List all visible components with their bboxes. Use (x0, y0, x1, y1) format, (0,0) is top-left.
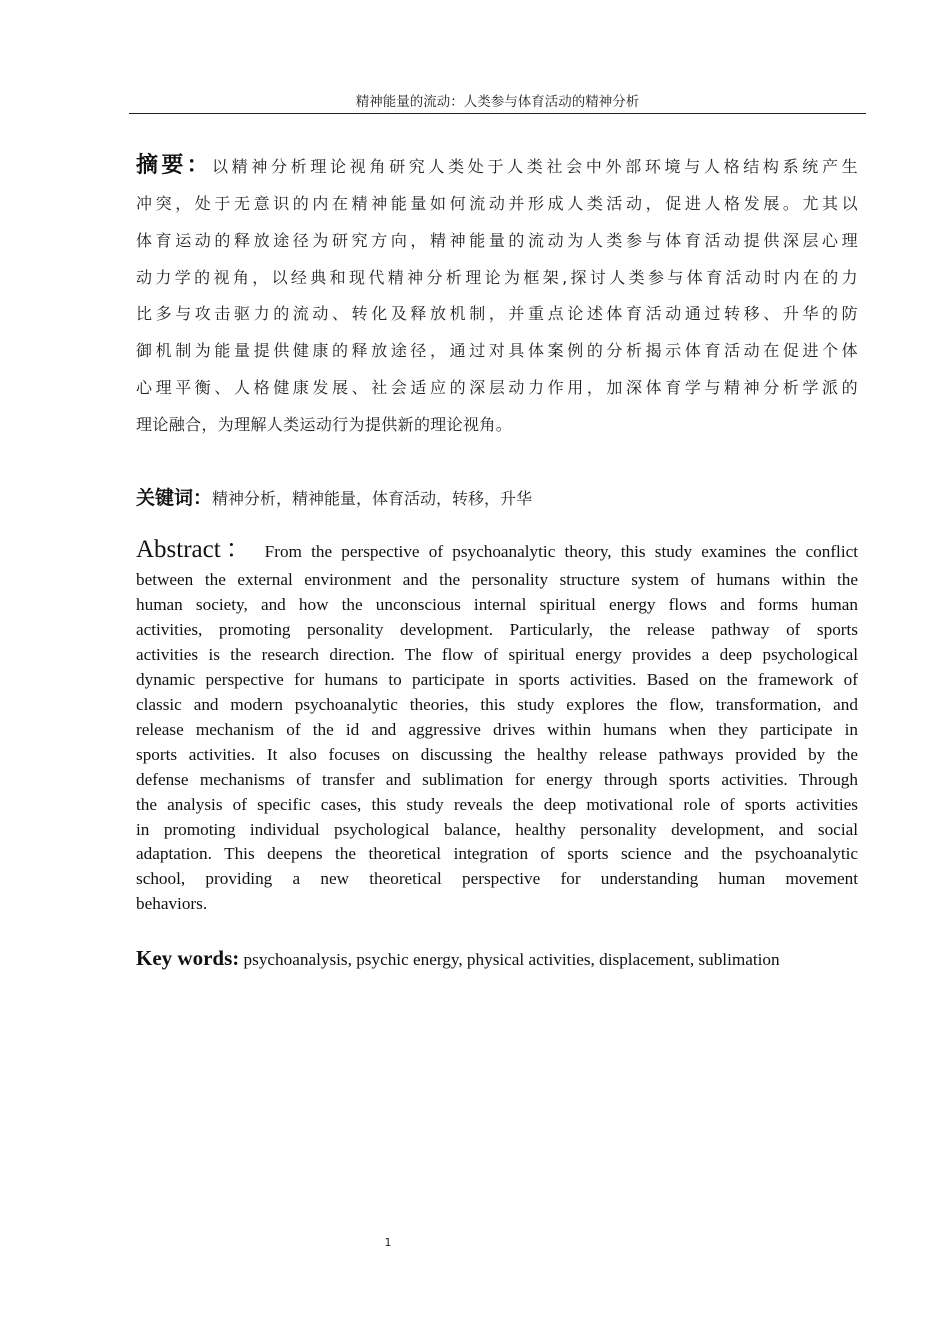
cn-abstract-line: 比多与攻击驱力的流动、转化及释放机制，并重点论述体育活动通过转移、升华的防 (136, 304, 858, 324)
cn-abstract-line: 理论融合，为理解人类运动行为提供新的理论视角。 (136, 414, 513, 434)
cn-abstract-line: 体育运动的释放途径为研究方向，精神能量的流动为人类参与体育活动提供深层心理 (136, 230, 858, 250)
en-abstract-line: behaviors. (136, 894, 208, 914)
running-header: 精神能量的流动：人类参与体育活动的精神分析 (129, 92, 866, 114)
cn-abstract-line: 心理平衡、人格健康发展、社会适应的深层动力作用，加深体育学与精神分析学派的 (136, 377, 858, 397)
en-abstract-line: sports activities. It also focuses on discussing the healthy release pathways provided by the (136, 744, 858, 764)
en-keywords-label: Key words: (136, 946, 240, 970)
en-abstract-line: Abstract： From the perspective of psychoanalytic theory, this study examines the conflict (136, 536, 858, 563)
en-keywords-text: psychoanalysis, psychic energy, physical activities, displacement, sublimation (239, 950, 780, 969)
en-abstract-line: defense mechanisms of transfer and sublimation for energy through sports activities. Through (136, 769, 858, 789)
page-number: 1 (384, 1236, 392, 1249)
en-abstract-line: the analysis of specific cases, this study reveals the deep motivational role of sports activities (136, 794, 858, 814)
cn-abstract-line: 摘要：以精神分析理论视角研究人类处于人类社会中外部环境与人格结构系统产生 (136, 153, 858, 178)
english-abstract (136, 534, 858, 917)
cn-abstract-label: 摘要： (136, 153, 212, 178)
en-abstract-line: dynamic perspective for humans to participate in sports activities. Based on the framework of (136, 669, 858, 689)
en-abstract-line: between the external environment and the personality structure system of humans within the (136, 570, 858, 589)
cn-keywords-text: 精神分析，精神能量，体育活动，转移，升华 (212, 489, 533, 508)
chinese-keywords (136, 484, 858, 513)
en-abstract-line: activities, promoting personality development. Particularly, the release pathway of sports (136, 619, 858, 639)
en-abstract-line: adaptation. This deepens the theoretical integration of sports science and the psychoanalytic (136, 844, 858, 864)
cn-keywords-label: 关键词： (136, 487, 213, 509)
en-abstract-line: school, providing a new theoretical perspective for understanding human movement (136, 869, 858, 889)
en-abstract-line: in promoting individual psychological balance, healthy personality development, and social (136, 819, 858, 839)
en-abstract-line: release mechanism of the id and aggressive drives within humans when they participate in (136, 719, 858, 739)
en-abstract-line: human society, and how the unconscious internal spiritual energy flows and forms human (136, 594, 858, 614)
chinese-abstract (136, 148, 858, 444)
en-abstract-label: Abstract： (136, 536, 256, 563)
cn-abstract-line: 御机制为能量提供健康的释放途径，通过对具体案例的分析揭示体育活动在促进个体 (136, 341, 858, 361)
en-abstract-line: activities is the research direction. The flow of spiritual energy provides a deep psychological (136, 644, 858, 664)
cn-abstract-line: 冲突，处于无意识的内在精神能量如何流动并形成人类活动，促进人格发展。尤其以 (136, 194, 858, 213)
cn-abstract-line: 动力学的视角，以经典和现代精神分析理论为框架,探讨人类参与体育活动时内在的力 (136, 267, 858, 287)
english-keywords (136, 944, 876, 974)
en-abstract-line: classic and modern psychoanalytic theories, this study explores the flow, transformation, and (136, 694, 858, 714)
